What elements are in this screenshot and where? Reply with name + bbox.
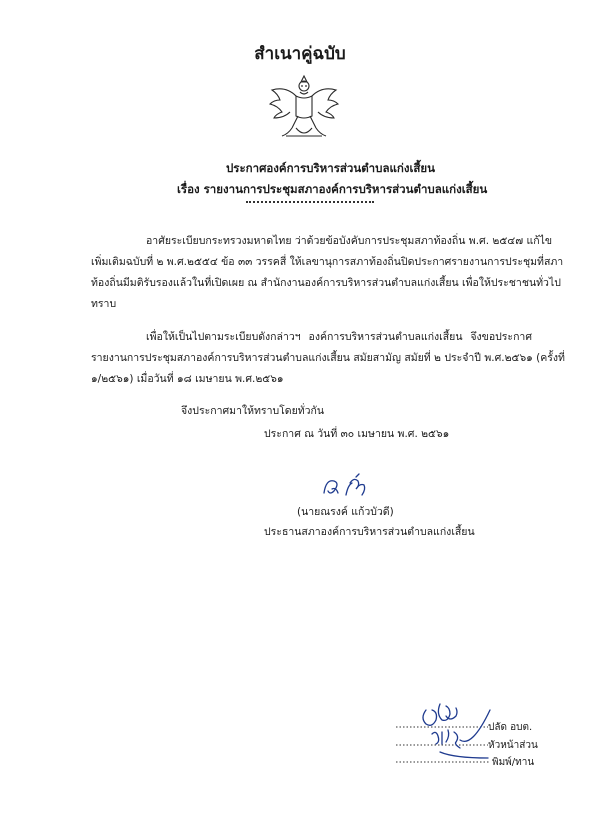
title-divider [246, 201, 374, 205]
announcement-date: ประกาศ ณ วันที่ ๓๐ เมษายน พ.ศ. ๒๕๖๑ [264, 428, 450, 440]
signer-name: (นายณรงค์ แก้วบัวดี) [297, 506, 394, 518]
paragraph2-line2: รายงานการประชุมสภาองค์การบริหารส่วนตำบลแก่งเสี้ยน สมัยสามัญ สมัยที่ ๒ ประจำปี พ.ศ.๒๕๖๑ (ครั้งที่ [91, 352, 565, 364]
signature-mark [320, 471, 374, 501]
paragraph1-line1: อาศัยระเบียบกระทรวงมหาดไทย ว่าด้วยข้อบังคับการประชุมสภาท้องถิ่น พ.ศ. ๒๕๔๗ แก้ไข [146, 235, 553, 247]
announcement-title: ประกาศองค์การบริหารส่วนตำบลแก่งเสี้ยน [226, 161, 436, 175]
routing-label-deputy: ปลัด อบต. [488, 722, 533, 733]
paragraph1-line4: ทราบ [91, 298, 117, 310]
announcement-subject: เรื่อง รายงานการประชุมสภาองค์การบริหารส่วนตำบลแก่งเสี้ยน [177, 182, 488, 196]
paragraph1-line3: ท้องถิ่นมีมติรับรองแล้วในที่เปิดเผย ณ สำนักงานองค์การบริหารส่วนตำบลแก่งเสี้ยน เพื่อให้ประชาชนทั่วไป [91, 277, 561, 289]
closing-statement: จึงประกาศมาให้ทราบโดยทั่วกัน [181, 405, 325, 417]
signer-position: ประธานสภาองค์การบริหารส่วนตำบลแก่งเสี้ยน [264, 526, 475, 538]
routing-initials-block [390, 698, 500, 778]
garuda-emblem-icon [266, 70, 342, 146]
paragraph2-line3: ๑/๒๕๖๑) เมื่อวันที่ ๑๘ เมษายน พ.ศ.๒๕๖๑ [91, 373, 284, 385]
copy-label: สำเนาคู่ฉบับ [254, 44, 346, 64]
paragraph2-line1: เพื่อให้เป็นไปตามระเบียบดังกล่าวฯ องค์การบริหารส่วนตำบลแก่งเสี้ยน จึงขอประกาศ [146, 331, 532, 343]
routing-label-head: หัวหน้าส่วน [488, 740, 538, 751]
routing-label-typist: พิมพ์/ทาน [492, 757, 535, 768]
paragraph1-line2: เพิ่มเติมฉบับที่ ๒ พ.ศ.๒๕๕๔ ข้อ ๓๓ วรรคสี่ ให้เลขานุการสภาท้องถิ่นปิดประกาศรายงานการประชุมที่สภา [91, 256, 564, 268]
